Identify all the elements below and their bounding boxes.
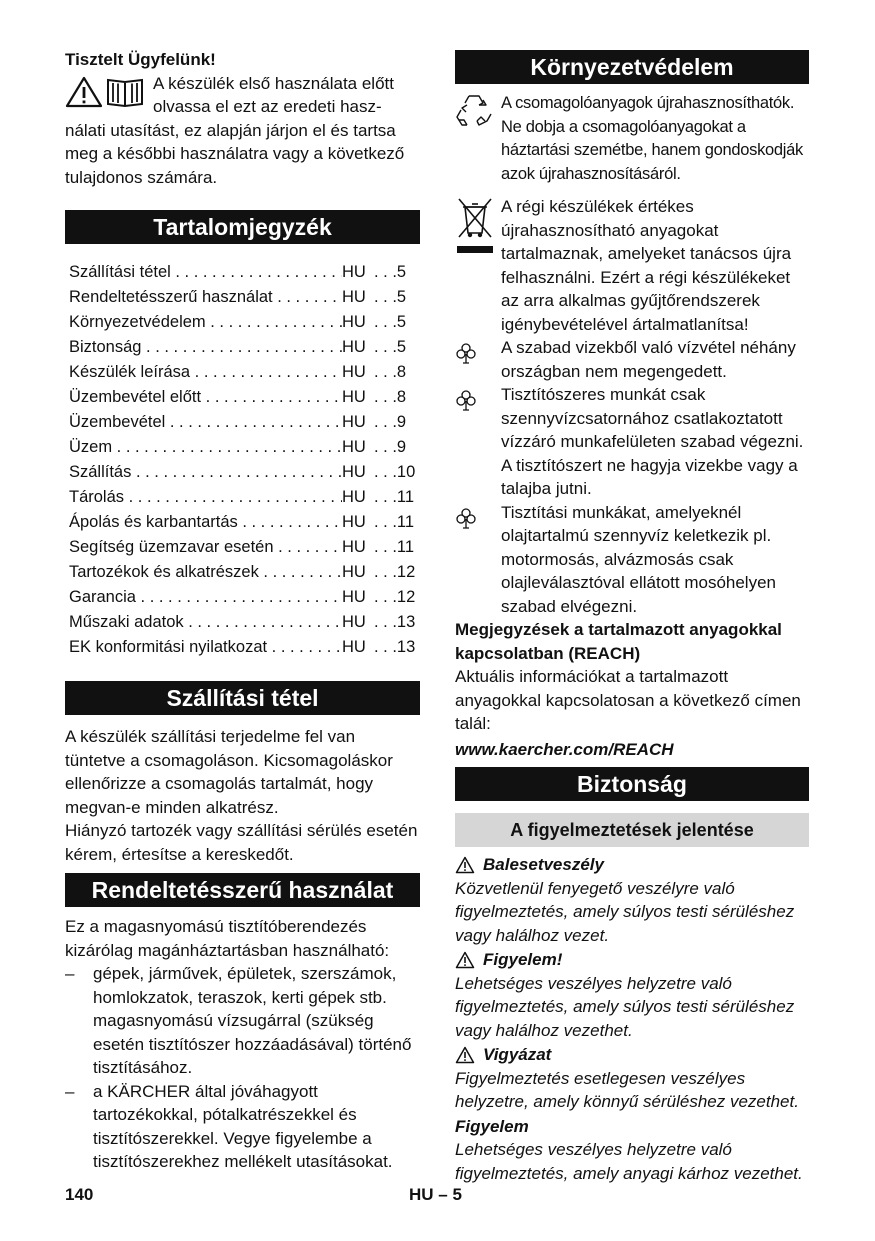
recycle-block [455, 92, 809, 186]
toc-lang: HU [342, 338, 366, 356]
warning-triangle-icon [455, 856, 475, 874]
list-item: – gépek, járművek, épületek, szerszámok, homlokzatok, teraszok, kerti gépek stb. magasnyomású vízsugárral (szükség esetén tisztítószer hozzáadásával) történő tisztításához. [65, 962, 420, 1080]
warning-label: Vigyázat [483, 1045, 552, 1064]
recycle-text: A csomagolóanyagok újrahasznosíthatók. Ne dobja a csomagolóanyagokat a háztartási szemétbe, hanem gondoskodják azok újrahasznosításáról. [501, 94, 803, 183]
page-number: 140 [65, 1185, 94, 1204]
toc-row [69, 510, 420, 535]
toc-row [69, 335, 420, 360]
environment-tree-icon [455, 507, 477, 529]
toc-row [69, 285, 420, 310]
toc-lang: HU [342, 313, 366, 331]
warning-text: Figyelmeztetés esetlegesen veszélyes helyzetre, amely könnyű sérüléshez vezethet. [455, 1068, 799, 1111]
warning-text: Közvetlenül fenyegető veszélyre való figyelmeztetés, amely súlyos testi sérüléshez vagy halálhoz vezet. [455, 878, 795, 945]
toc-row [69, 535, 420, 560]
disposal-block [455, 195, 809, 336]
toc-lang: HU [342, 488, 366, 506]
toc-title: Segítség üzemzavar esetén . . . [69, 535, 342, 560]
toc-page: . . .8 [374, 363, 407, 381]
toc-title: EK konformitási nyilatkozat . . . [69, 635, 342, 660]
environment-heading: Környezetvédelem [455, 50, 809, 84]
warnings-subheading: A figyelmeztetések jelentése [455, 813, 809, 847]
toc-page: . . .9 [374, 413, 407, 431]
toc-lang: HU [342, 563, 366, 581]
greeting: Tisztelt Ügyfelünk! [65, 50, 216, 69]
toc-title: Üzembevétel . . . [69, 410, 342, 435]
footer-section: HU – 5 [409, 1185, 462, 1204]
reach-heading: Megjegyzések a tartalmazott anyagokkal kapcsolatban (REACH) [455, 620, 782, 663]
toc-row [69, 485, 420, 510]
toc-title: Környezetvédelem . . . [69, 310, 342, 335]
water-block-3 [455, 501, 809, 619]
list-item: – a KÄRCHER által jóváhagyott tartozékokkal, pótalkatrészekkel és tisztítószerekkel. Vegye figyelembe a tisztítószerekhez mellékelt utasításokat. [65, 1080, 420, 1174]
toc-page: . . .12 [374, 563, 416, 581]
intro-line-1: A készülék első használata előtt [153, 73, 394, 93]
toc-row [69, 460, 420, 485]
toc-row [69, 560, 420, 585]
toc-lang: HU [342, 288, 366, 306]
toc-page: . . .8 [374, 388, 407, 406]
water-block-2 [455, 383, 809, 501]
toc-page: . . .11 [374, 513, 415, 531]
toc-page: . . .5 [374, 313, 407, 331]
toc-page: . . .12 [374, 588, 416, 606]
toc-title: Készülék leírása . . . [69, 360, 342, 385]
toc-lang: HU [342, 438, 366, 456]
recycle-icon [455, 92, 493, 130]
water-text-2: Tisztítószeres munkát csak szennyvízcsatornához csatlakoztatott vízzáró munkafelületen szabad végezni. A tisztítószert ne hagyja vizekbe vagy a talajba jutni. [501, 385, 804, 498]
toc-page: . . .13 [374, 613, 416, 631]
toc-title: Tartozékok és alkatrészek . . . [69, 560, 342, 585]
toc-row [69, 310, 420, 335]
right-column [455, 50, 809, 1185]
toc-row [69, 360, 420, 385]
safety-heading: Biztonság [455, 767, 809, 801]
toc-page: . . .5 [374, 263, 407, 281]
toc-lang: HU [342, 538, 366, 556]
toc-title: Garancia . . . [69, 585, 342, 610]
toc-lang: HU [342, 613, 366, 631]
toc-title: Műszaki adatok . . . [69, 610, 342, 635]
toc-page: . . .13 [374, 638, 416, 656]
toc-lang: HU [342, 463, 366, 481]
toc-lang: HU [342, 363, 366, 381]
toc-row [69, 435, 420, 460]
table-of-contents [65, 260, 420, 660]
reach-text: Aktuális információkat a tartalmazott anyagokkal kapcsolatosan a következő címen talál: [455, 667, 801, 733]
note-text: Lehetséges veszélyes helyzetre való figyelmeztetés, amely anyagi kárhoz vezethet. [455, 1140, 803, 1183]
toc-lang: HU [342, 513, 366, 531]
manual-book-icon [105, 76, 145, 108]
toc-lang: HU [342, 588, 366, 606]
water-block-1 [455, 336, 809, 383]
toc-title: Biztonság . . . [69, 335, 342, 360]
toc-page: . . .9 [374, 438, 407, 456]
toc-page: . . .11 [374, 488, 415, 506]
note-figyelem [455, 1115, 809, 1186]
warning-triangle-icon [65, 76, 103, 108]
toc-row [69, 585, 420, 610]
toc-title: Tárolás . . . [69, 485, 342, 510]
toc-page: . . .5 [374, 338, 407, 356]
delivery-paragraph-1: A készülék szállítási terjedelme fel van tüntetve a csomagoláson. Kicsomagoláskor ellenőrizze a csomagolás tartalmát, hogy megvan-e minden alkatrész. [65, 727, 393, 817]
environment-tree-icon [455, 389, 477, 411]
toc-page: . . .5 [374, 288, 407, 306]
toc-row [69, 385, 420, 410]
warning-text: Lehetséges veszélyes helyzetre való figyelmeztetés, amely súlyos testi sérüléshez vagy halálhoz vezethet. [455, 973, 795, 1040]
warning-figyelem [455, 948, 809, 1042]
toc-title: Szállítási tétel . . . [69, 260, 342, 285]
intended-use-heading: Rendeltetésszerű használat [65, 873, 420, 907]
toc-title: Üzem . . . [69, 435, 342, 460]
crossed-bin-icon [455, 195, 495, 257]
toc-page: . . .11 [374, 538, 415, 556]
toc-row [69, 610, 420, 635]
toc-page: . . .10 [374, 463, 416, 481]
toc-row [69, 260, 420, 285]
toc-title: Szállítás . . . [69, 460, 342, 485]
disposal-text: A régi készülékek értékes újrahasznosítható anyagokat tartalmaznak, amelyeket tanácsos újra felhasználni. Ezért a régi készülékeket az arra alkalmas gyűjtőrendszerek igénybevételével ártalmatlanítsa! [501, 197, 792, 334]
warning-triangle-icon [455, 951, 475, 969]
toc-heading: Tartalomjegyzék [65, 210, 420, 244]
toc-row [69, 635, 420, 660]
toc-row [69, 410, 420, 435]
delivery-heading: Szállítási tétel [65, 681, 420, 715]
toc-title: Üzembevétel előtt . . . [69, 385, 342, 410]
toc-lang: HU [342, 263, 366, 281]
reach-url: www.kaercher.com/REACH [455, 739, 674, 759]
toc-title: Rendeltetésszerű használat . . . [69, 285, 342, 310]
toc-lang: HU [342, 413, 366, 431]
water-text-3: Tisztítási munkákat, amelyeknél olajtartalmú szennyvíz keletkezik pl. motormosás, alvázmosás csak olajleválasztóval ellátott mosóhelyen szabad elvégezni. [501, 502, 776, 616]
warning-triangle-icon [455, 1046, 475, 1064]
water-text-1: A szabad vizekből való vízvétel néhány országban nem megengedett. [501, 338, 796, 381]
left-column [65, 48, 420, 1174]
intended-use-intro: Ez a magasnyomású tisztítóberendezés kizárólag magánháztartásban használható: [65, 917, 390, 960]
delivery-paragraph-2: Hiányzó tartozék vagy szállítási sérülés esetén kérem, értesítse a kereskedőt. [65, 821, 418, 864]
intended-use-list [65, 962, 420, 1174]
warning-balesetveszely [455, 853, 809, 947]
toc-lang: HU [342, 388, 366, 406]
environment-tree-icon [455, 342, 477, 364]
toc-title: Ápolás és karbantartás . . . [69, 510, 342, 535]
intro-text: nálati utasítást, ez alapján járjon el és tartsa meg a későbbi használatra vagy a következő tulajdonos számára. [65, 120, 405, 187]
warning-vigyazat [455, 1043, 809, 1114]
toc-lang: HU [342, 638, 366, 656]
intro-line-2: olvassa el ezt az eredeti hasz- [153, 97, 382, 116]
note-label: Figyelem [455, 1116, 529, 1136]
intro-block [65, 72, 420, 119]
warning-label: Figyelem! [483, 950, 563, 969]
warning-label: Balesetveszély [483, 855, 604, 874]
